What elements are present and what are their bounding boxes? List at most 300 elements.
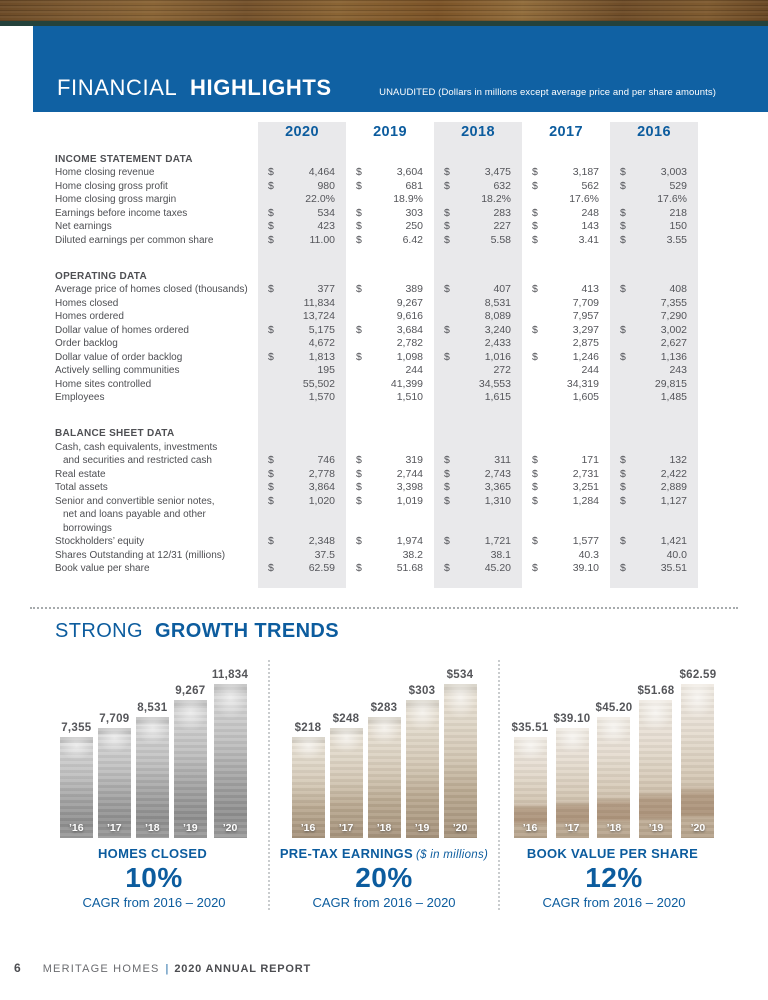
table-cell bbox=[434, 207, 522, 221]
bar-year-label: ’19 bbox=[648, 822, 664, 834]
chart-title bbox=[280, 846, 488, 861]
table-cell bbox=[610, 364, 698, 378]
year-label: 2020 bbox=[285, 124, 319, 140]
table-cell bbox=[258, 247, 346, 259]
table-cell bbox=[610, 441, 698, 468]
bar-column bbox=[596, 702, 633, 838]
section-title: BALANCE SHEET DATA bbox=[55, 428, 175, 439]
chart-title-suffix: ($ in millions) bbox=[415, 849, 489, 861]
table-cell bbox=[434, 351, 522, 365]
cell-value: 17.6% bbox=[657, 193, 687, 205]
cell-value: 34,319 bbox=[566, 377, 599, 390]
year-column-header bbox=[258, 122, 346, 142]
table-cell bbox=[434, 549, 522, 563]
growth-charts bbox=[40, 660, 728, 910]
cell-value: 3,297 bbox=[572, 323, 599, 336]
table-spacer-row bbox=[55, 247, 698, 259]
bar-year-label: ’20 bbox=[452, 822, 468, 834]
cell-value: 3,475 bbox=[484, 166, 511, 178]
table-cell bbox=[610, 405, 698, 417]
table-cell bbox=[258, 351, 346, 365]
dollar-sign: $ bbox=[444, 233, 450, 246]
table-cell bbox=[522, 535, 610, 549]
cell-value: 1,284 bbox=[572, 494, 599, 507]
row-label-line: Dollar value of order backlog bbox=[55, 351, 183, 363]
cell-value: 3.41 bbox=[578, 233, 599, 246]
cell-value: 3,187 bbox=[572, 166, 599, 178]
table-cell bbox=[522, 310, 610, 324]
dollar-sign: $ bbox=[532, 233, 538, 246]
cell-value: 413 bbox=[581, 283, 599, 295]
cell-value: 2,889 bbox=[660, 481, 687, 493]
photo-bar bbox=[681, 684, 714, 838]
table-row bbox=[55, 562, 698, 576]
table-cell bbox=[258, 405, 346, 417]
dollar-sign: $ bbox=[268, 283, 274, 295]
table-row bbox=[55, 378, 698, 392]
cell-value: 8,531 bbox=[484, 296, 511, 309]
table-cell bbox=[434, 468, 522, 482]
table-cell bbox=[434, 337, 522, 351]
table-cell bbox=[346, 576, 434, 588]
table-cell bbox=[610, 417, 698, 441]
page-title bbox=[57, 75, 332, 101]
table-cell bbox=[434, 417, 522, 441]
table-cell bbox=[522, 180, 610, 194]
bar-column bbox=[368, 702, 401, 838]
dollar-sign: $ bbox=[356, 562, 362, 574]
table-cell bbox=[258, 259, 346, 283]
cell-value: 1,136 bbox=[660, 350, 687, 363]
table-cell bbox=[258, 549, 346, 563]
cell-value: 1,510 bbox=[396, 391, 423, 403]
table-cell bbox=[434, 364, 522, 378]
row-label-line: Home closing gross profit bbox=[55, 180, 168, 192]
cell-value: 1,615 bbox=[484, 391, 511, 403]
cell-value: 272 bbox=[493, 364, 511, 376]
bar-year-label: ’16 bbox=[69, 822, 84, 834]
cell-value: 534 bbox=[317, 206, 335, 219]
dollar-sign: $ bbox=[268, 220, 274, 232]
dollar-sign: $ bbox=[444, 454, 450, 466]
row-label-line: Dollar value of homes ordered bbox=[55, 324, 189, 336]
row-label bbox=[55, 234, 258, 248]
table-cell bbox=[522, 576, 610, 588]
row-label bbox=[55, 207, 258, 221]
table-cell bbox=[434, 324, 522, 338]
table-row bbox=[55, 441, 698, 468]
table-cell bbox=[346, 535, 434, 549]
table-cell bbox=[610, 535, 698, 549]
cell-value: 45.20 bbox=[484, 562, 511, 574]
cell-value: 980 bbox=[317, 179, 335, 192]
bar-value-label: $35.51 bbox=[511, 722, 549, 734]
dollar-sign: $ bbox=[620, 454, 626, 466]
cell-value: 1,605 bbox=[572, 391, 599, 403]
table-cell bbox=[434, 234, 522, 248]
table-cell bbox=[434, 247, 522, 259]
dollar-sign: $ bbox=[356, 220, 362, 232]
table-cell bbox=[610, 576, 698, 588]
table-section-header-row bbox=[55, 417, 698, 441]
chart-cagr-percent: 10% bbox=[125, 862, 183, 893]
table-cell bbox=[346, 351, 434, 365]
chart-title-text: BOOK VALUE PER SHARE bbox=[526, 846, 699, 861]
row-label-line: Cash, cash equivalents, investments bbox=[55, 441, 218, 453]
row-label-line: Actively selling communities bbox=[55, 365, 180, 376]
dollar-sign: $ bbox=[444, 206, 450, 219]
row-label-line: Senior and convertible senior notes, bbox=[55, 495, 215, 507]
cell-value: 18.2% bbox=[481, 193, 511, 205]
table-cell bbox=[258, 495, 346, 536]
cell-value: 3,398 bbox=[396, 481, 423, 493]
row-label bbox=[55, 337, 258, 351]
dollar-sign: $ bbox=[356, 350, 362, 363]
dollar-sign: $ bbox=[268, 323, 274, 336]
table-cell bbox=[610, 220, 698, 234]
cell-value: 7,290 bbox=[660, 310, 687, 322]
cell-value: 9,267 bbox=[396, 296, 423, 309]
cell-value: 11.00 bbox=[309, 233, 335, 246]
row-label bbox=[55, 364, 258, 378]
dollar-sign: $ bbox=[268, 166, 274, 178]
dollar-sign: $ bbox=[532, 535, 538, 547]
dollar-sign: $ bbox=[268, 535, 274, 547]
table-cell bbox=[258, 220, 346, 234]
table-cell bbox=[258, 180, 346, 194]
table-cell bbox=[610, 180, 698, 194]
dollar-sign: $ bbox=[444, 323, 450, 336]
financial-table bbox=[55, 122, 698, 588]
bar-column bbox=[60, 722, 93, 838]
dollar-sign: $ bbox=[356, 467, 362, 480]
bar-column bbox=[292, 722, 325, 838]
year-column-header bbox=[522, 122, 610, 142]
cell-value: 41,399 bbox=[390, 377, 423, 390]
photo-bar bbox=[98, 728, 131, 838]
page-number: 6 bbox=[14, 961, 21, 975]
table-cell bbox=[258, 562, 346, 576]
row-label-line: Book value per share bbox=[55, 563, 150, 574]
table-cell bbox=[434, 142, 522, 166]
table-cell bbox=[258, 481, 346, 495]
table-row bbox=[55, 193, 698, 207]
table-cell bbox=[346, 364, 434, 378]
growth-trends-title bbox=[55, 620, 339, 643]
bar-value-label: $303 bbox=[408, 685, 436, 697]
table-cell bbox=[522, 351, 610, 365]
bar-column bbox=[406, 685, 439, 838]
chart-title bbox=[98, 846, 210, 861]
table-cell bbox=[434, 495, 522, 536]
cell-value: 1,813 bbox=[308, 350, 335, 363]
cell-value: 319 bbox=[405, 454, 423, 466]
table-row bbox=[55, 297, 698, 311]
cell-value: 2,433 bbox=[484, 337, 511, 349]
bar-column bbox=[637, 685, 674, 838]
table-cell bbox=[610, 481, 698, 495]
bar-column bbox=[444, 669, 477, 838]
cell-value: 3,365 bbox=[484, 481, 511, 493]
table-cell bbox=[346, 481, 434, 495]
cell-value: 150 bbox=[669, 220, 687, 232]
dollar-sign: $ bbox=[444, 220, 450, 232]
cell-value: 1,721 bbox=[484, 535, 511, 547]
photo-bar bbox=[597, 717, 630, 838]
row-label bbox=[55, 324, 258, 338]
dollar-sign: $ bbox=[532, 179, 538, 192]
dollar-sign: $ bbox=[356, 535, 362, 547]
bar-year-label: ’17 bbox=[564, 822, 580, 834]
wood-texture-header bbox=[0, 0, 768, 21]
dollar-sign: $ bbox=[620, 323, 626, 336]
table-row bbox=[55, 535, 698, 549]
dollar-sign: $ bbox=[620, 481, 626, 493]
dollar-sign: $ bbox=[532, 283, 538, 295]
dollar-sign: $ bbox=[356, 323, 362, 336]
dollar-sign: $ bbox=[532, 494, 538, 507]
dollar-sign: $ bbox=[444, 494, 450, 507]
bar-column bbox=[136, 702, 169, 838]
bar-value-label: $534 bbox=[446, 669, 474, 681]
year-label: 2019 bbox=[373, 124, 407, 140]
table-cell bbox=[346, 391, 434, 405]
dollar-sign: $ bbox=[356, 494, 362, 507]
cell-value: 22.0% bbox=[305, 193, 335, 205]
bar-value-label: $283 bbox=[370, 702, 398, 714]
bar-column bbox=[212, 669, 248, 838]
dollar-sign: $ bbox=[268, 481, 274, 493]
cell-value: 243 bbox=[669, 364, 687, 376]
cell-value: 171 bbox=[581, 454, 599, 466]
table-cell bbox=[434, 481, 522, 495]
cell-value: 423 bbox=[317, 220, 335, 232]
cell-value: 9,616 bbox=[396, 310, 423, 322]
table-cell bbox=[258, 417, 346, 441]
cell-value: 1,098 bbox=[396, 350, 423, 363]
photo-bar bbox=[444, 684, 477, 838]
table-spacer-label bbox=[55, 247, 258, 259]
table-cell bbox=[258, 193, 346, 207]
table-row bbox=[55, 351, 698, 365]
page-footer bbox=[14, 961, 311, 975]
row-label bbox=[55, 310, 258, 324]
cell-value: 311 bbox=[494, 454, 511, 466]
row-label-line: Employees bbox=[55, 392, 105, 403]
dollar-sign: $ bbox=[532, 454, 538, 466]
cell-value: 6.42 bbox=[402, 233, 423, 246]
footer-report-title: 2020 ANNUAL REPORT bbox=[174, 963, 312, 975]
table-cell bbox=[346, 495, 434, 536]
table-cell bbox=[434, 259, 522, 283]
bar-value-label: 7,709 bbox=[99, 713, 130, 725]
bar-year-label: ’19 bbox=[183, 822, 198, 834]
table-cell bbox=[346, 405, 434, 417]
year-label: 2016 bbox=[637, 124, 671, 140]
table-cell bbox=[346, 378, 434, 392]
cell-value: 1,310 bbox=[484, 494, 511, 507]
cell-value: 40.3 bbox=[578, 548, 599, 561]
dollar-sign: $ bbox=[268, 494, 274, 507]
cell-value: 408 bbox=[669, 283, 687, 295]
dollar-sign: $ bbox=[532, 206, 538, 219]
row-label-line: Earnings before income taxes bbox=[55, 207, 188, 219]
table-cell bbox=[346, 207, 434, 221]
table-cell bbox=[346, 142, 434, 166]
table-cell bbox=[434, 193, 522, 207]
dollar-sign: $ bbox=[268, 233, 274, 246]
cell-value: 303 bbox=[405, 206, 423, 219]
dollar-sign: $ bbox=[268, 350, 274, 363]
row-label-line: Stockholders’ equity bbox=[55, 536, 145, 547]
table-cell bbox=[434, 405, 522, 417]
table-row bbox=[55, 391, 698, 405]
table-spacer-label bbox=[55, 405, 258, 417]
dotted-divider bbox=[30, 607, 738, 609]
cell-value: 37.5 bbox=[314, 548, 335, 561]
row-label bbox=[55, 180, 258, 194]
table-cell bbox=[346, 337, 434, 351]
cell-value: 2,422 bbox=[660, 467, 687, 480]
cell-value: 2,778 bbox=[308, 467, 335, 480]
table-row bbox=[55, 180, 698, 194]
table-cell bbox=[346, 562, 434, 576]
dollar-sign: $ bbox=[620, 350, 626, 363]
table-cell bbox=[346, 324, 434, 338]
bar-column bbox=[554, 713, 591, 838]
table-cell bbox=[610, 324, 698, 338]
dollar-sign: $ bbox=[444, 467, 450, 480]
photo-bar bbox=[174, 700, 207, 838]
bar-year-label: ’20 bbox=[222, 822, 238, 834]
cell-value: 1,974 bbox=[396, 535, 423, 547]
row-label-line: Home closing gross margin bbox=[55, 194, 177, 205]
cell-value: 2,348 bbox=[308, 535, 335, 547]
cell-value: 2,743 bbox=[484, 467, 511, 480]
table-cell bbox=[258, 234, 346, 248]
cell-value: 38.1 bbox=[490, 548, 511, 561]
dollar-sign: $ bbox=[620, 166, 626, 178]
table-cell bbox=[522, 562, 610, 576]
table-cell bbox=[258, 207, 346, 221]
dollar-sign: $ bbox=[532, 166, 538, 178]
bar-value-label: 8,531 bbox=[137, 702, 168, 714]
table-cell bbox=[346, 220, 434, 234]
cell-value: 1,127 bbox=[660, 494, 687, 507]
cell-value: 529 bbox=[669, 179, 687, 192]
table-cell bbox=[434, 310, 522, 324]
table-cell bbox=[522, 142, 610, 166]
table-cell bbox=[346, 166, 434, 180]
cell-value: 3,864 bbox=[308, 481, 335, 493]
bar-column bbox=[330, 713, 363, 838]
table-cell bbox=[346, 180, 434, 194]
bar-column bbox=[512, 722, 549, 838]
cell-value: 34,553 bbox=[478, 377, 511, 390]
table-cell bbox=[610, 562, 698, 576]
table-cell bbox=[434, 180, 522, 194]
table-cell bbox=[522, 549, 610, 563]
table-cell bbox=[434, 283, 522, 297]
row-label bbox=[55, 495, 258, 536]
table-cell bbox=[258, 166, 346, 180]
table-cell bbox=[346, 297, 434, 311]
bar-value-label: $39.10 bbox=[553, 713, 591, 725]
table-row bbox=[55, 549, 698, 563]
row-label-line: Home closing revenue bbox=[55, 167, 155, 178]
chart-title-text: PRE-TAX EARNINGS bbox=[279, 846, 413, 861]
table-cell bbox=[434, 576, 522, 588]
table-cell bbox=[346, 247, 434, 259]
row-label-line: Shares Outstanding at 12/31 (millions) bbox=[55, 549, 226, 561]
bar-year-label: ’16 bbox=[300, 822, 316, 834]
table-row bbox=[55, 220, 698, 234]
cell-value: 250 bbox=[405, 220, 423, 232]
year-column-header bbox=[610, 122, 698, 142]
row-label-line: Home sites controlled bbox=[55, 378, 152, 390]
bar-value-label: 11,834 bbox=[211, 669, 249, 681]
cell-value: 1,246 bbox=[572, 350, 599, 363]
cell-value: 2,627 bbox=[660, 337, 687, 349]
dollar-sign: $ bbox=[620, 562, 626, 574]
dollar-sign: $ bbox=[268, 467, 274, 480]
table-corner-cell bbox=[55, 122, 258, 142]
row-label bbox=[55, 391, 258, 405]
section-title: OPERATING DATA bbox=[55, 270, 147, 282]
year-column-header bbox=[346, 122, 434, 142]
row-label bbox=[55, 535, 258, 549]
table-cell bbox=[522, 283, 610, 297]
cell-value: 407 bbox=[493, 283, 511, 295]
photo-bar bbox=[514, 737, 547, 838]
bar-year-label: ’16 bbox=[522, 822, 538, 834]
table-cell bbox=[258, 297, 346, 311]
row-label-line: borrowings bbox=[63, 522, 112, 534]
photo-bar bbox=[368, 717, 401, 838]
cell-value: 8,089 bbox=[484, 310, 511, 322]
cell-value: 3,251 bbox=[572, 481, 599, 493]
dollar-sign: $ bbox=[620, 206, 626, 219]
cell-value: 3,684 bbox=[396, 323, 423, 336]
photo-bar bbox=[214, 684, 247, 838]
dollar-sign: $ bbox=[532, 481, 538, 493]
row-label bbox=[55, 351, 258, 365]
table-cell bbox=[610, 468, 698, 482]
cell-value: 195 bbox=[317, 364, 335, 376]
row-label-line: Homes closed bbox=[55, 297, 119, 309]
table-cell bbox=[610, 297, 698, 311]
cell-value: 389 bbox=[405, 283, 423, 295]
table-row bbox=[55, 166, 698, 180]
table-cell bbox=[610, 247, 698, 259]
dollar-sign: $ bbox=[356, 206, 362, 219]
table-spacer-row bbox=[55, 576, 698, 588]
growth-chart-pretax-earnings bbox=[268, 660, 498, 910]
table-cell bbox=[522, 324, 610, 338]
table-cell bbox=[522, 417, 610, 441]
table-cell bbox=[258, 391, 346, 405]
table-cell bbox=[258, 378, 346, 392]
table-cell bbox=[522, 220, 610, 234]
cell-value: 132 bbox=[669, 454, 687, 466]
cell-value: 681 bbox=[405, 179, 423, 192]
bar-year-label: ’17 bbox=[107, 822, 122, 834]
page-title-bold: HIGHLIGHTS bbox=[190, 75, 332, 100]
cell-value: 248 bbox=[581, 206, 599, 219]
table-cell bbox=[258, 337, 346, 351]
bar-column bbox=[174, 685, 207, 838]
table-cell bbox=[346, 417, 434, 441]
